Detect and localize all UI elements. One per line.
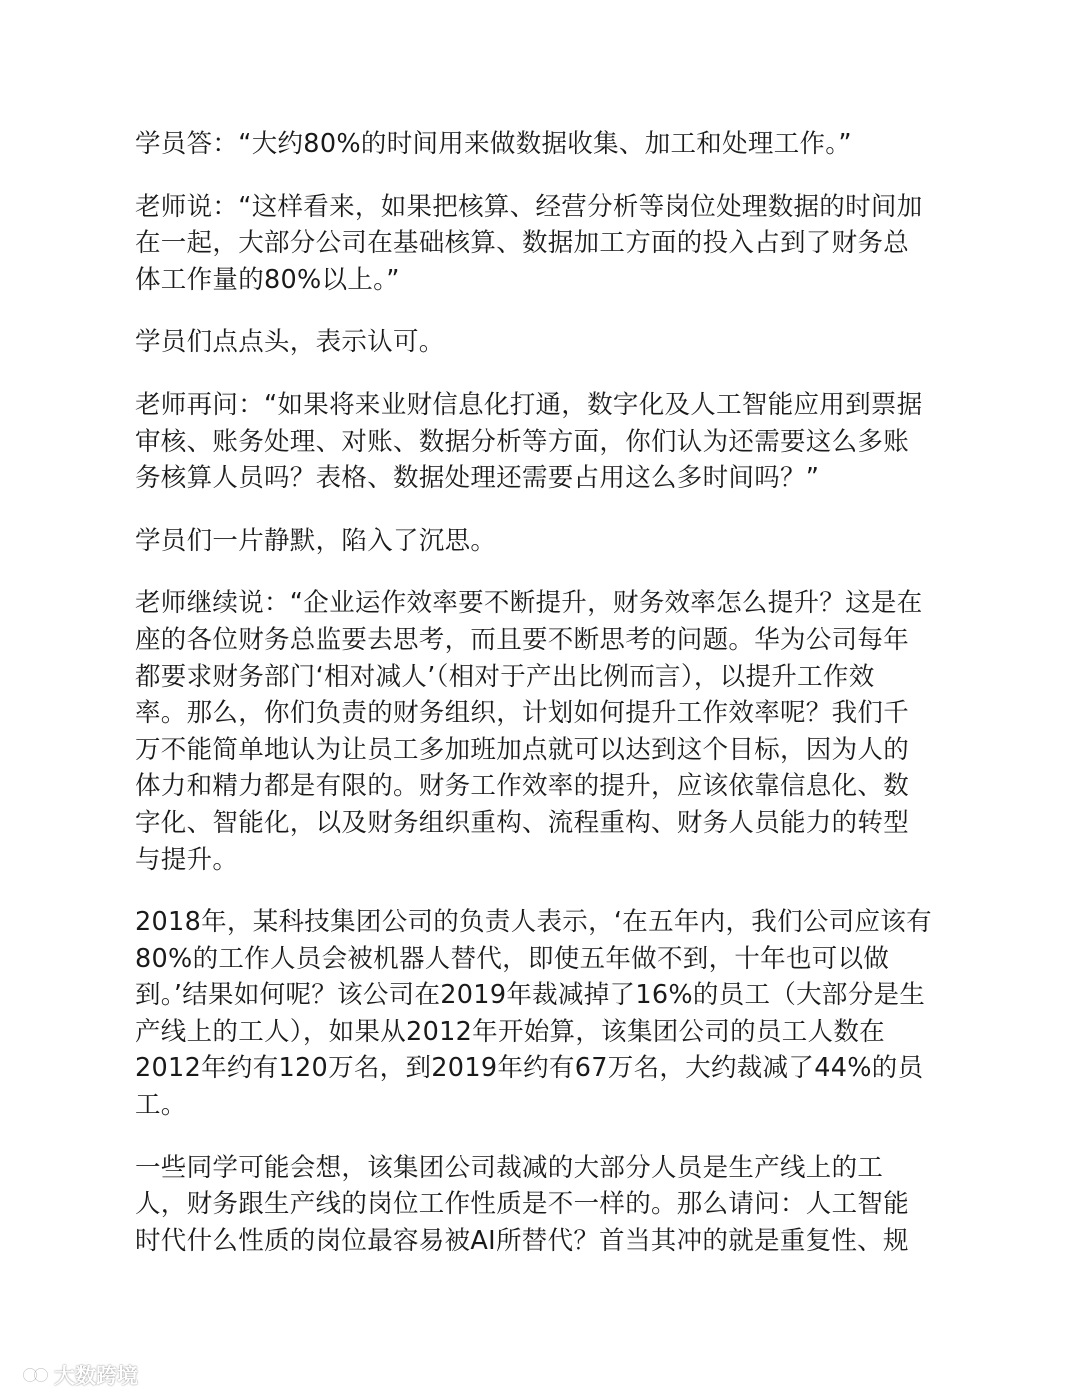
- paragraph-classmates-think: 一些同学可能会想，该集团公司裁减的大部分人员是生产线上的工 人，财务跟生产线的岗位工作性质是不一样的。那么请问：人工智能 时代什么性质的岗位最容易被AI所替代？首当其冲的就是重复性、规: [135, 1152, 910, 1256]
- watermark-text: 大数跨境: [54, 1364, 138, 1388]
- paragraph-teacher-continues: 老师继续说：“企业运作效率要不断提升，财务效率怎么提升？这是在 座的各位财务总监要去思考，而且要不断思考的问题。华为公司每年 都要求财务部门‘相对减人’（相对于产出比例而言），以提升工作效 率。那么，你们负责的财务组织，计划如何提升工作效率呢？我们千 万不能简单地认为让员工多加班加点就可以达到这个目标，因为人的 体力和精力都是有限的。财务工作效率的提升，应该依靠信息化、数 字化、智能化，以及财务组织重构、流程重构、财务人员能力的转型 与提升。: [135, 588, 923, 875]
- document-page: [135, 126, 935, 1285]
- paragraph-company-2018: 2018年，某科技集团公司的负责人表示，‘在五年内，我们公司应该有 80%的工作人员会被机器人替代，即使五年做不到，十年也可以做 到。’结果如何呢？该公司在2019年裁减掉了16%的员工（大部分是生 产线上的工人），如果从2012年开始算，该集团公司的员工人数在 2012年约有120万名，到2019年约有67万名，大约裁减了44%的员工。: [135, 907, 932, 1121]
- watermark: [8, 1360, 138, 1390]
- paragraph-students-silent: 学员们一片静默，陷入了沉思。: [135, 525, 497, 556]
- paragraph-teacher-says: 老师说：“这样看来，如果把核算、经营分析等岗位处理数据的时间加 在一起，大部分公司在基础核算、数据加工方面的投入占到了财务总 体工作量的80%以上。”: [135, 191, 923, 295]
- paragraph-student-answer: 学员答：“大约80%的时间用来做数据收集、加工和处理工作。”: [135, 129, 852, 159]
- paragraph-students-nod: 学员们点点头，表示认可。: [135, 327, 445, 358]
- brand-logo-icon: [8, 1362, 48, 1388]
- paragraph-teacher-asks-again: 老师再问：“如果将来业财信息化打通，数字化及人工智能应用到票据 审核、账务处理、对账、数据分析等方面，你们认为还需要这么多账 务核算人员吗？表格、数据处理还需要占用这么多时间吗？”: [135, 389, 923, 494]
